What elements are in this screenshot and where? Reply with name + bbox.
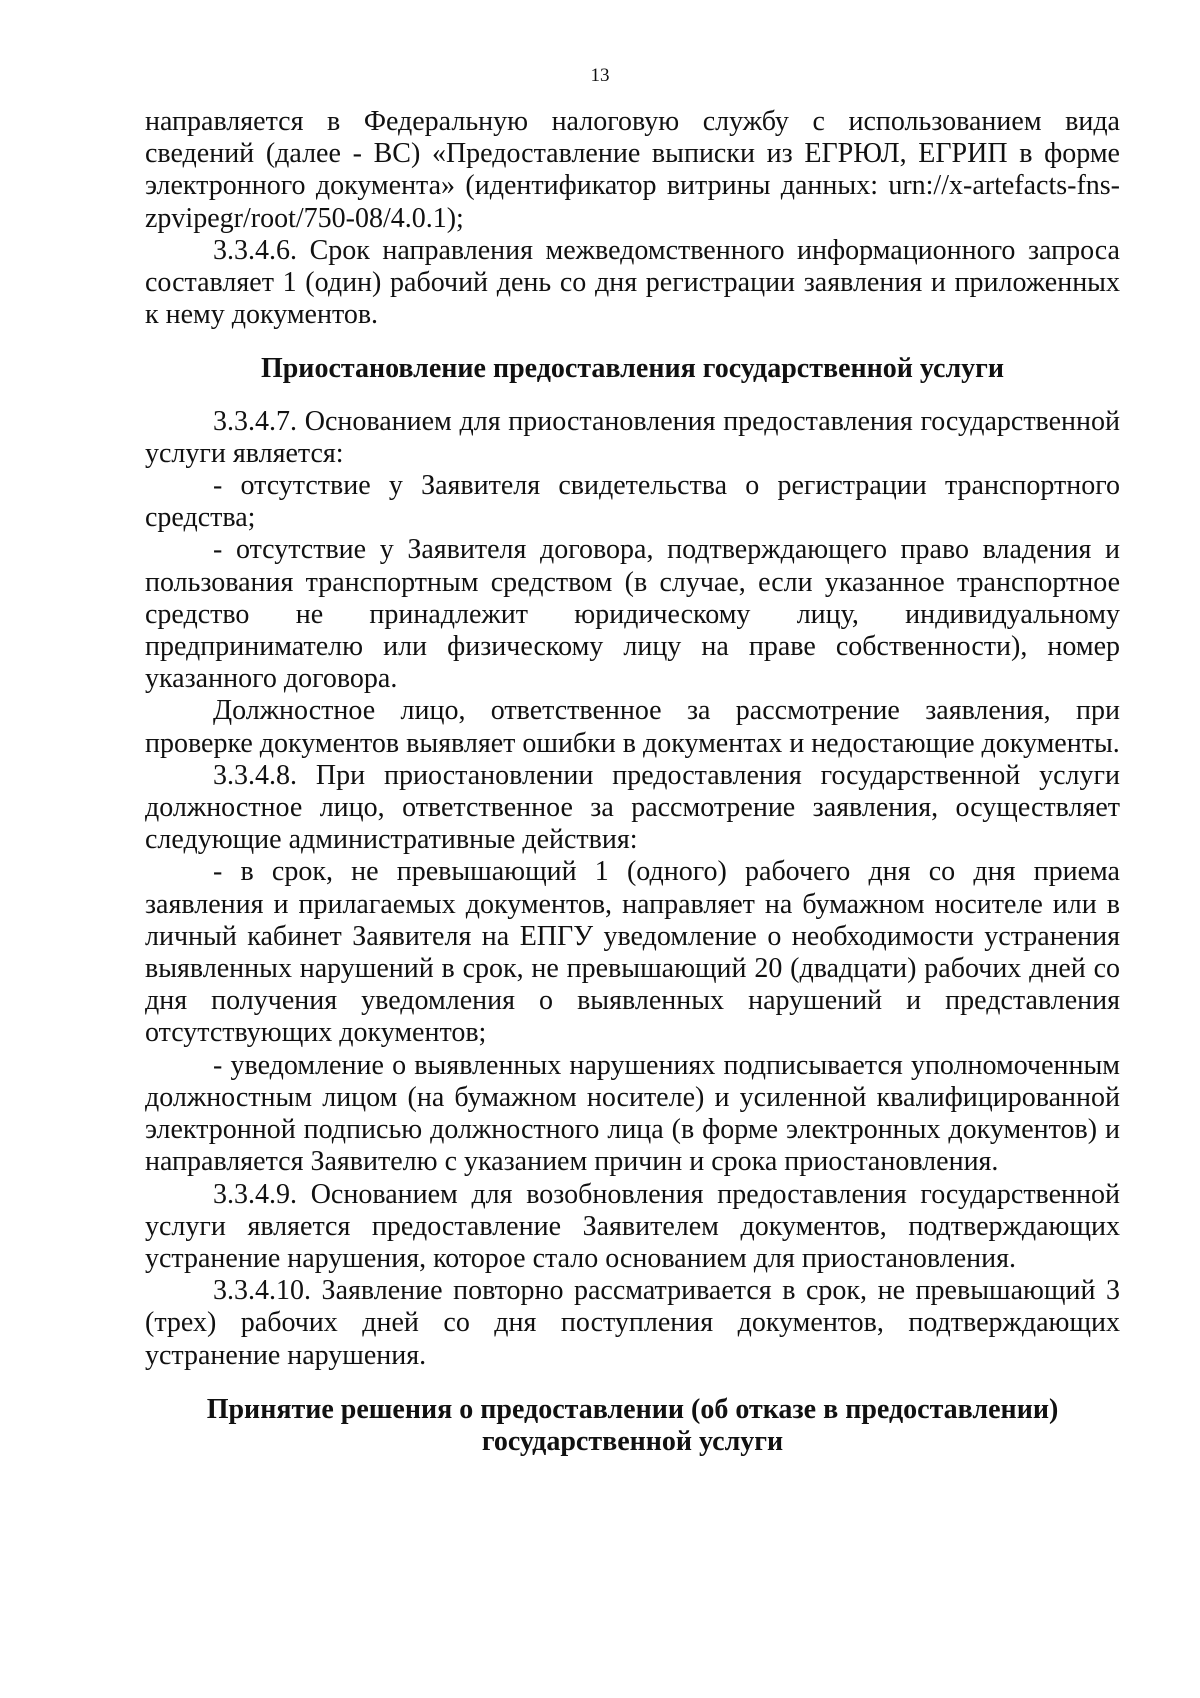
list-item-notification-deadline: - в срок, не превышающий 1 (одного) рабочего дня со дня приема заявления и прилагаемых документов, направляет на бумажном носителе или в личный кабинет Заявителя на ЕПГУ уведомление о необходимости устранения выявленных нарушений в срок, не превышающий 20 (двадцати) рабочих дней со дня получения уведомления о выявленных нарушений и представления отсутствующих документов;: [145, 856, 1120, 1049]
paragraph-3-3-4-8: 3.3.4.8. При приостановлении предоставления государственной услуги должностное лицо, ответственное за рассмотрение заявления, осуществляет следующие административные действия:: [145, 759, 1120, 856]
paragraph-continuation: направляется в Федеральную налоговую службу с использованием вида сведений (далее - ВС) «Предоставление выписки из ЕГРЮЛ, ЕГРИП в форме электронного документа» (идентификатор витрины данных: urn://x-artefacts-fns-zpvipegr/root/750-08/4.0.1);: [145, 106, 1120, 234]
list-item-no-registration-certificate: - отсутствие у Заявителя свидетельства о регистрации транспортного средства;: [145, 470, 1120, 534]
paragraph-3-3-4-10: 3.3.4.10. Заявление повторно рассматривается в срок, не превышающий 3 (трех) рабочих дней со дня поступления документов, подтверждающих устранение нарушения.: [145, 1275, 1120, 1371]
section-heading-decision-line1: Принятие решения о предоставлении (об отказе в предоставлении): [206, 1393, 1059, 1425]
paragraph-3-3-4-6: 3.3.4.6. Срок направления межведомственного информационного запроса составляет 1 (один) рабочий день со дня регистрации заявления и приложенных к нему документов.: [145, 234, 1120, 331]
section-heading-suspension: Приостановление предоставления государственной услуги: [260, 353, 1005, 385]
section-heading-decision-line2: государственной услуги: [481, 1425, 784, 1457]
paragraph-official-check: Должностное лицо, ответственное за рассмотрение заявления, при проверке документов выявляет ошибки в документах и недостающие документы.: [145, 695, 1120, 759]
paragraph-3-3-4-7: 3.3.4.7. Основанием для приостановления предоставления государственной услуги является:: [145, 405, 1120, 469]
list-item-no-ownership-contract: - отсутствие у Заявителя договора, подтверждающего право владения и пользования транспортным средством (в случае, если указанное транспортное средство не принадлежит юридическому лицу, индивидуальному предпринимателю или физическому лицу на праве собственности), номер указанного договора.: [145, 534, 1120, 695]
document-body: [145, 106, 1120, 1458]
list-item-notification-signature: - уведомление о выявленных нарушениях подписывается уполномоченным должностным лицом (на бумажном носителе) и усиленной квалифицированной электронной подписью должностного лица (в форме электронных документов) и направляется Заявителю с указанием причин и срока приостановления.: [145, 1049, 1120, 1178]
page-number: 13: [590, 65, 610, 86]
paragraph-3-3-4-9: 3.3.4.9. Основанием для возобновления предоставления государственной услуги является предоставление Заявителем документов, подтверждающих устранение нарушения, которое стало основанием для приостановления.: [145, 1178, 1120, 1274]
section-heading-decision: [145, 1394, 1120, 1458]
